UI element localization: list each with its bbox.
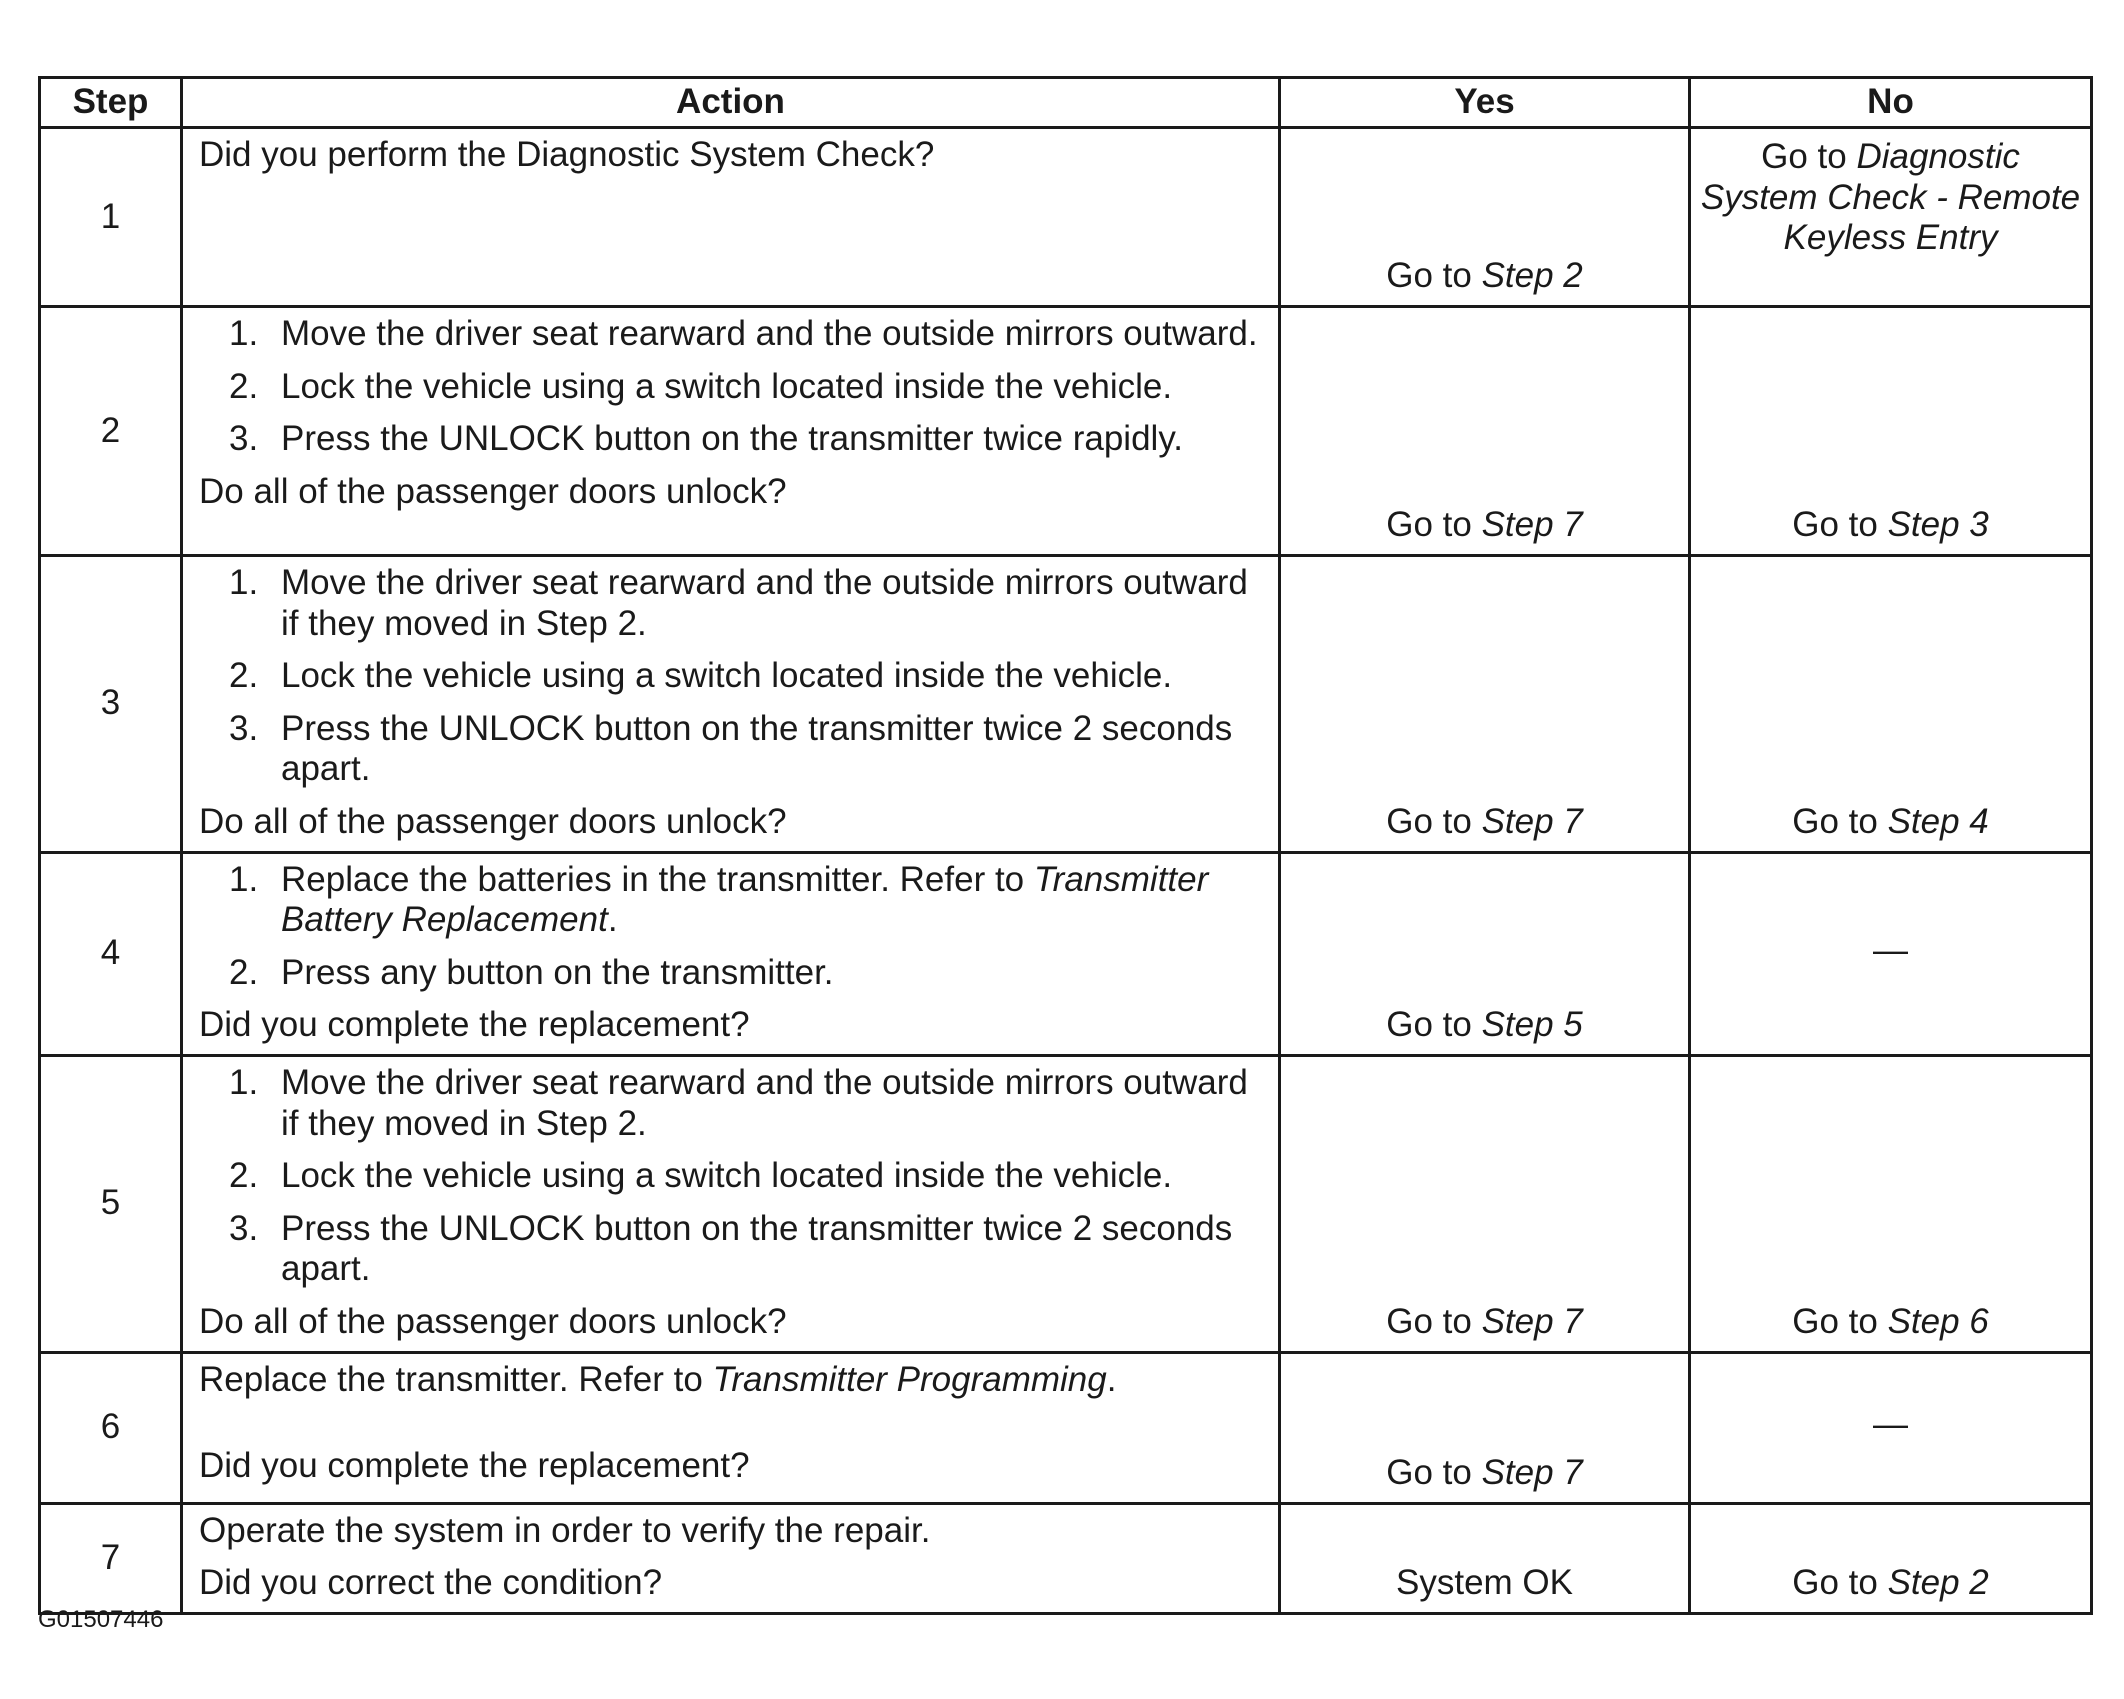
action-question: Did you perform the Diagnostic System Check? (199, 135, 935, 174)
step-number: 3 (40, 556, 182, 853)
no-cell (1690, 307, 2092, 556)
table-row (40, 852, 2092, 1055)
action-cell (182, 1352, 1280, 1503)
yes-step-link[interactable]: Step 7 (1481, 1452, 1583, 1492)
sub-step-list (199, 563, 1268, 790)
no-cell (1690, 1503, 2092, 1613)
sub-step-list (199, 860, 1268, 994)
action-intro: Operate the system in order to verify the repair. (199, 1510, 931, 1550)
sub-step-text: Press the UNLOCK button on the transmitter twice rapidly. (281, 419, 1183, 459)
sub-step-text: Replace the batteries in the transmitter. Refer to (281, 859, 1034, 899)
table-row (40, 1352, 2092, 1503)
spacer (199, 1400, 1268, 1446)
sub-step-list (199, 314, 1268, 460)
no-cell (1690, 128, 2092, 307)
no-cell (1690, 1352, 2092, 1503)
sub-step-text: Press the UNLOCK button on the transmitter twice 2 seconds apart. (281, 1208, 1233, 1289)
sub-step-text: Move the driver seat rearward and the outside mirrors outward. (281, 314, 1258, 353)
diagnostic-table (38, 76, 2093, 1615)
header-row (40, 78, 2092, 128)
step-number: 2 (40, 307, 182, 556)
yes-prefix: Go to (1386, 1452, 1482, 1492)
yes-cell (1280, 128, 1690, 307)
table-row (40, 128, 2092, 307)
step-number: 7 (40, 1503, 182, 1613)
sub-step: 1. Move the driver seat rearward and the outside mirrors outward. (229, 314, 1258, 353)
action-cell (182, 1055, 1280, 1352)
yes-cell (1280, 1352, 1690, 1503)
no-cell (1690, 556, 2092, 853)
action-question: Do all of the passenger doors unlock? (199, 1301, 787, 1341)
yes-prefix: Go to (1386, 1005, 1482, 1045)
yes-prefix: Go to (1386, 1301, 1482, 1341)
header-step: Step (40, 78, 182, 128)
sub-step: 2. Lock the vehicle using a switch located inside the vehicle. (229, 656, 1173, 696)
yes-prefix: Go to (1386, 505, 1482, 545)
action-question: Did you complete the replacement? (199, 1005, 750, 1045)
sub-step: 3. Press the UNLOCK button on the transmitter twice 2 seconds apart. (229, 1208, 1233, 1289)
no-cell (1690, 1055, 2092, 1352)
sub-step-text: Lock the vehicle using a switch located inside the vehicle. (281, 366, 1173, 406)
yes-step-link[interactable]: Step 7 (1481, 505, 1583, 545)
figure-id: G01507446 (38, 1606, 164, 1633)
action-question: Do all of the passenger doors unlock? (199, 801, 787, 841)
no-reference-link[interactable]: Diagnostic System Check - Remote Keyless Entry (1700, 137, 2081, 258)
yes-step-link[interactable]: Step 2 (1481, 256, 1583, 296)
action-cell (182, 556, 1280, 853)
table-row (40, 1503, 2092, 1613)
reference-link[interactable]: Transmitter Programming (712, 1359, 1107, 1399)
sub-step: 2. Lock the vehicle using a switch located inside the vehicle. (229, 366, 1173, 406)
sub-step: 2. Lock the vehicle using a switch located inside the vehicle. (229, 1156, 1173, 1196)
action-cell (182, 1503, 1280, 1613)
sub-step-text: Lock the vehicle using a switch located inside the vehicle. (281, 656, 1173, 696)
table-row (40, 556, 2092, 853)
sub-step-list (199, 1063, 1268, 1290)
action-intro (199, 1360, 1268, 1401)
no-step-link[interactable]: Step 2 (1887, 1563, 1989, 1603)
yes-cell (1280, 852, 1690, 1055)
action-cell (182, 307, 1280, 556)
header-no: No (1690, 78, 2092, 128)
action-question: Did you complete the replacement? (199, 1446, 750, 1486)
yes-cell (1280, 1503, 1690, 1613)
no-prefix: Go to (1792, 1301, 1888, 1341)
no-step-link[interactable]: Step 6 (1887, 1301, 1989, 1341)
no-prefix: Go to (1761, 137, 1857, 176)
yes-step-link[interactable]: Step 5 (1481, 1005, 1583, 1045)
sub-step-text: Press the UNLOCK button on the transmitter twice 2 seconds apart. (281, 708, 1233, 789)
header-action: Action (182, 78, 1280, 128)
no-prefix: Go to (1792, 801, 1888, 841)
no-prefix: Go to (1792, 1563, 1888, 1603)
table-row (40, 307, 2092, 556)
sub-step: 2. Press any button on the transmitter. (229, 952, 834, 992)
no-dash: — (1873, 931, 1908, 971)
step-number: 1 (40, 128, 182, 307)
yes-step-link[interactable]: Step 7 (1481, 1301, 1583, 1341)
action-cell (182, 852, 1280, 1055)
sub-step-text: Press any button on the transmitter. (281, 952, 834, 992)
sub-step-text: Lock the vehicle using a switch located inside the vehicle. (281, 1156, 1173, 1196)
yes-cell (1280, 1055, 1690, 1352)
yes-result: System OK (1396, 1563, 1573, 1603)
sub-step: 1. Replace the batteries in the transmitter. Refer to Transmitter Battery Replacement. (229, 859, 1209, 940)
no-step-link[interactable]: Step 3 (1887, 505, 1989, 545)
action-question: Do all of the passenger doors unlock? (199, 471, 787, 511)
no-prefix: Go to (1792, 505, 1888, 545)
no-cell (1690, 852, 2092, 1055)
action-question: Did you correct the condition? (199, 1563, 663, 1603)
header-yes: Yes (1280, 78, 1690, 128)
step-number: 6 (40, 1352, 182, 1503)
yes-prefix: Go to (1386, 256, 1482, 296)
action-intro-end: . (1106, 1359, 1117, 1399)
no-dash: — (1873, 1405, 1908, 1445)
sub-step: 3. Press the UNLOCK button on the transmitter twice rapidly. (229, 419, 1183, 459)
step-number: 5 (40, 1055, 182, 1352)
action-intro-text: Replace the transmitter. Refer to (199, 1359, 713, 1399)
sub-step-text: Move the driver seat rearward and the outside mirrors outward if they moved in Step 2. (281, 1062, 1248, 1143)
action-cell (182, 128, 1280, 307)
sub-step: 3. Press the UNLOCK button on the transmitter twice 2 seconds apart. (229, 708, 1233, 789)
sub-step: 1. Move the driver seat rearward and the outside mirrors outward if they moved in Step 2. (229, 1062, 1248, 1143)
yes-cell (1280, 556, 1690, 853)
step-number: 4 (40, 852, 182, 1055)
yes-step-link[interactable]: Step 7 (1481, 801, 1583, 841)
table-row (40, 1055, 2092, 1352)
yes-cell (1280, 307, 1690, 556)
no-step-link[interactable]: Step 4 (1887, 801, 1989, 841)
sub-step-end: . (607, 900, 618, 940)
sub-step-text: Move the driver seat rearward and the outside mirrors outward if they moved in Step 2. (281, 563, 1248, 643)
reference-link[interactable]: Transmitter Battery Replacement (281, 859, 1209, 940)
yes-prefix: Go to (1386, 801, 1482, 841)
sub-step: 1. Move the driver seat rearward and the outside mirrors outward if they moved in Step 2. (229, 563, 1248, 643)
